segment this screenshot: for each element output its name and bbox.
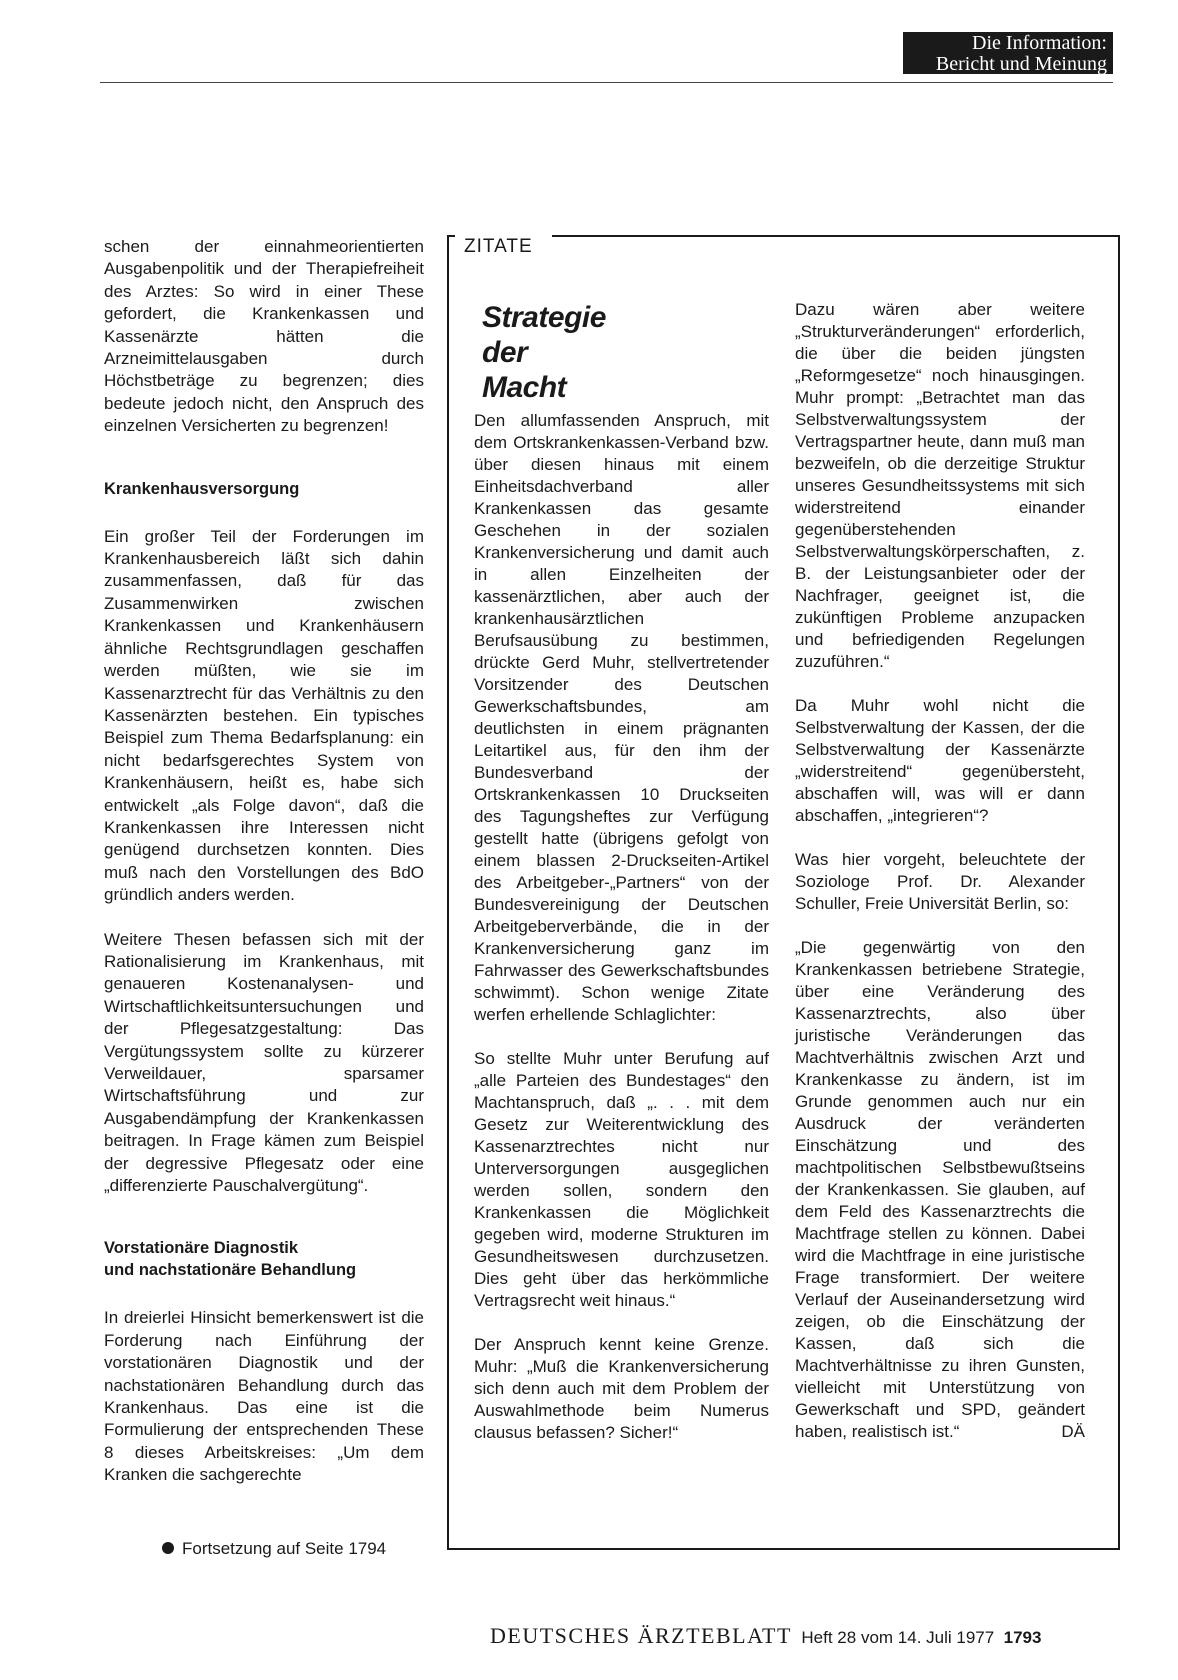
zitate-label: ZITATE — [464, 236, 533, 257]
zitate-paragraph-6: Was hier vorgeht, beleuchtete der Soziologe Prof. Dr. Alexander Schuller, Freie Universität Berlin, so: — [795, 850, 1085, 913]
zitate-middle-column — [474, 410, 769, 1444]
bullet-icon — [162, 1542, 174, 1554]
zitate-paragraph-4: Dazu wären aber weitere „Strukturveränderungen“ erforderlich, die über die beiden jüngsten „Reformgesetze“ noch hinausgingen. Muhr prompt: „Betrachtet man das Selbstverwaltungssystem der Vertragspartner heute, dann muß man bezweifeln, ob die derzeitige Struktur unseres Gesundheitssystems mit sich widerstreitend einander gegenüberstehenden Selbstverwaltungskörperschaften, z. B. der Leistungsanbieter oder der Nachfrager, geeignet ist, die zukünftigen Probleme anzupacken und befriedigenden Regelungen zuzuführen.“ — [795, 300, 1085, 671]
zitate-right-column — [795, 299, 1085, 1443]
zitate-paragraph-1: Den allumfassenden Anspruch, mit dem Ortskrankenkassen-Verband bzw. über diesen hinaus mit einem Einheitsdachverband aller Krankenkassen das gesamte Geschehen in der sozialen Krankenversicherung und damit auch in allen Einzelheiten der kassenärztlichen, aber auch der krankenhausärztlichen Berufsausübung zu bestimmen, drückte Gerd Muhr, stellvertretender Vorsitzender des Deutschen Gewerkschaftsbundes, am deutlichsten in einem prägnanten Leitartikel aus, für den ihm der Bundesverband der Ortskrankenkassen 10 Druckseiten des Tagungsheftes zur Verfügung gestellt hatte (übrigens gefolgt von einem blassen 2-Druckseiten-Artikel des Arbeitgeber-„Partners“ von der Bundesvereinigung der Deutschen Arbeitgeberverbände, die in der Krankenversicherung ganz im Fahrwasser des Gewerkschaftsbundes schwimmt). Schon wenige Zitate werfen erhellende Schlaglichter: — [474, 411, 769, 1024]
header-rule — [100, 82, 1113, 83]
article-title — [482, 300, 606, 405]
schuller-quote: „Die gegenwärtig von den Krankenkassen betriebene Strategie, über eine Veränderung des Kassenarztrechts, also über juristische Veränderungen das Machtverhältnis zwischen Arzt und Krankenkasse zu ändern, ist im Grunde genommen auch nur ein Ausdruck der veränderten Einschätzung und des machtpolitischen Selbstbewußtseins der Krankenkassen. Sie glauben, auf dem Feld des Kassenarztrechts die Machtfrage stellen zu können. Dabei wird die Machtfrage in eine juristische Frage transformiert. Der weitere Verlauf der Auseinandersetzung wird zeigen, ob die Einschätzung der Kassen, daß sich die Machtverhältnisse zu ihren Gunsten, vielleicht mit Unterstützung von Gewerkschaft und SPD, geändert haben, realistisch ist.“ — [795, 938, 1085, 1441]
journal-name: DEUTSCHES ÄRZTEBLATT — [490, 1623, 792, 1648]
heading-vorstationaer — [104, 1237, 424, 1281]
article-title-line2: der — [482, 336, 528, 369]
page-number: 1793 — [1003, 1628, 1042, 1647]
article-title-line1: Strategie — [482, 301, 606, 334]
paragraph-krankenhaus: Ein großer Teil der Forderungen im Krankenhausbereich läßt sich dahin zusammenfassen, daß für das Zusammenwirken zwischen Krankenkassen und Krankenhäusern ähnliche Rechtsgrundlagen geschaffen werden müßten, wie sie im Kassenarztrecht für das Verhältnis zu den Kassenärzten bestehen. Ein typisches Beispiel zum Thema Bedarfsplanung: ein nicht bedarfsgerechtes System von Krankenhäusern, heißt es, habe sich entwickelt „als Folge davon“, daß die Krankenkassen ihre Interessen nicht genügend durchsetzen konnten. Dies muß nach den Vorstellungen des BdO gründlich anders werden. — [104, 526, 424, 905]
section-header-line2: Bericht und Meinung — [935, 53, 1107, 75]
issue-info: Heft 28 vom 14. Juli 1977 — [801, 1628, 995, 1647]
section-header-line1: Die Information: — [972, 32, 1107, 54]
left-column — [104, 236, 424, 1487]
signature: DÄ — [1061, 1422, 1085, 1441]
paragraph-vorstationaer: In dreierlei Hinsicht bemerkenswert ist die Forderung nach Einführung der vorstationären Diagnostik und der nachstationären Behandlung durch das Krankenhaus. Das eine ist die Formulierung der entsprechenden These 8 dieses Arbeitskreises: „Um dem Kranken die sachgerechte — [104, 1308, 424, 1485]
zitate-box-top-left-rule — [447, 235, 455, 237]
zitate-paragraph-5: Da Muhr wohl nicht die Selbstverwaltung der Kassen, der die Selbstverwaltung der Kassenärzte „widerstreitend“ gegenübersteht, abschaffen will, was will er dann abschaffen, „integrieren“? — [795, 696, 1085, 825]
zitate-box-top-right-rule — [552, 235, 1118, 237]
heading-vorstationaer-line2: und nachstationäre Behandlung — [104, 1261, 357, 1280]
zitate-paragraph-7 — [795, 937, 1085, 1443]
intro-paragraph: schen der einnahmeorientierten Ausgabenpolitik und der Therapiefreiheit des Arztes: So wird in einer These gefordert, die Krankenkassen und Kassenärzte hätten die Arzneimittelausgaben durch Höchstbeträge zu begrenzen; dies bedeute jedoch nicht, den Anspruch des einzelnen Versicherten zu begrenzen! — [104, 237, 424, 436]
page-footer — [490, 1624, 1041, 1650]
article-title-line3: Macht — [482, 371, 567, 404]
zitate-paragraph-2: So stellte Muhr unter Berufung auf „alle Parteien des Bundestages“ den Machtanspruch, daß „. . . mit dem Gesetz zur Weiterentwicklung des Kassenarztrechtes nicht nur Unterversorgungen ausgeglichen werden sollen, sondern den Krankenkassen die Möglichkeit gegeben wird, moderne Strukturen im Gesundheitswesen durchzusetzen. Dies geht über das herkömmliche Vertragsrecht weit hinaus.“ — [474, 1049, 769, 1310]
section-header — [903, 32, 1113, 74]
continuation-text: Fortsetzung auf Seite 1794 — [182, 1539, 387, 1558]
paragraph-thesen: Weitere Thesen befassen sich mit der Rationalisierung im Krankenhaus, mit genaueren Kostenanalysen- und Wirtschaftlichkeitsuntersuchungen und der Pflegesatzgestaltung: Das Vergütungssystem sollte zu kürzerer Verweildauer, sparsamer Wirtschaftsführung und zur Ausgabendämpfung der Krankenkassen beitragen. In Frage kämen zum Beispiel der degressive Pflegesatz oder eine „differenzierte Pauschalvergütung“. — [104, 929, 424, 1196]
zitate-paragraph-3: Der Anspruch kennt keine Grenze. Muhr: „Muß die Krankenversicherung sich denn auch mit dem Problem der Auswahlmethode beim Numerus clausus befassen? Sicher!“ — [474, 1335, 769, 1442]
heading-vorstationaer-line1: Vorstationäre Diagnostik — [104, 1239, 299, 1258]
heading-krankenhausversorgung: Krankenhausversorgung — [104, 479, 300, 498]
continuation-note — [162, 1538, 386, 1560]
